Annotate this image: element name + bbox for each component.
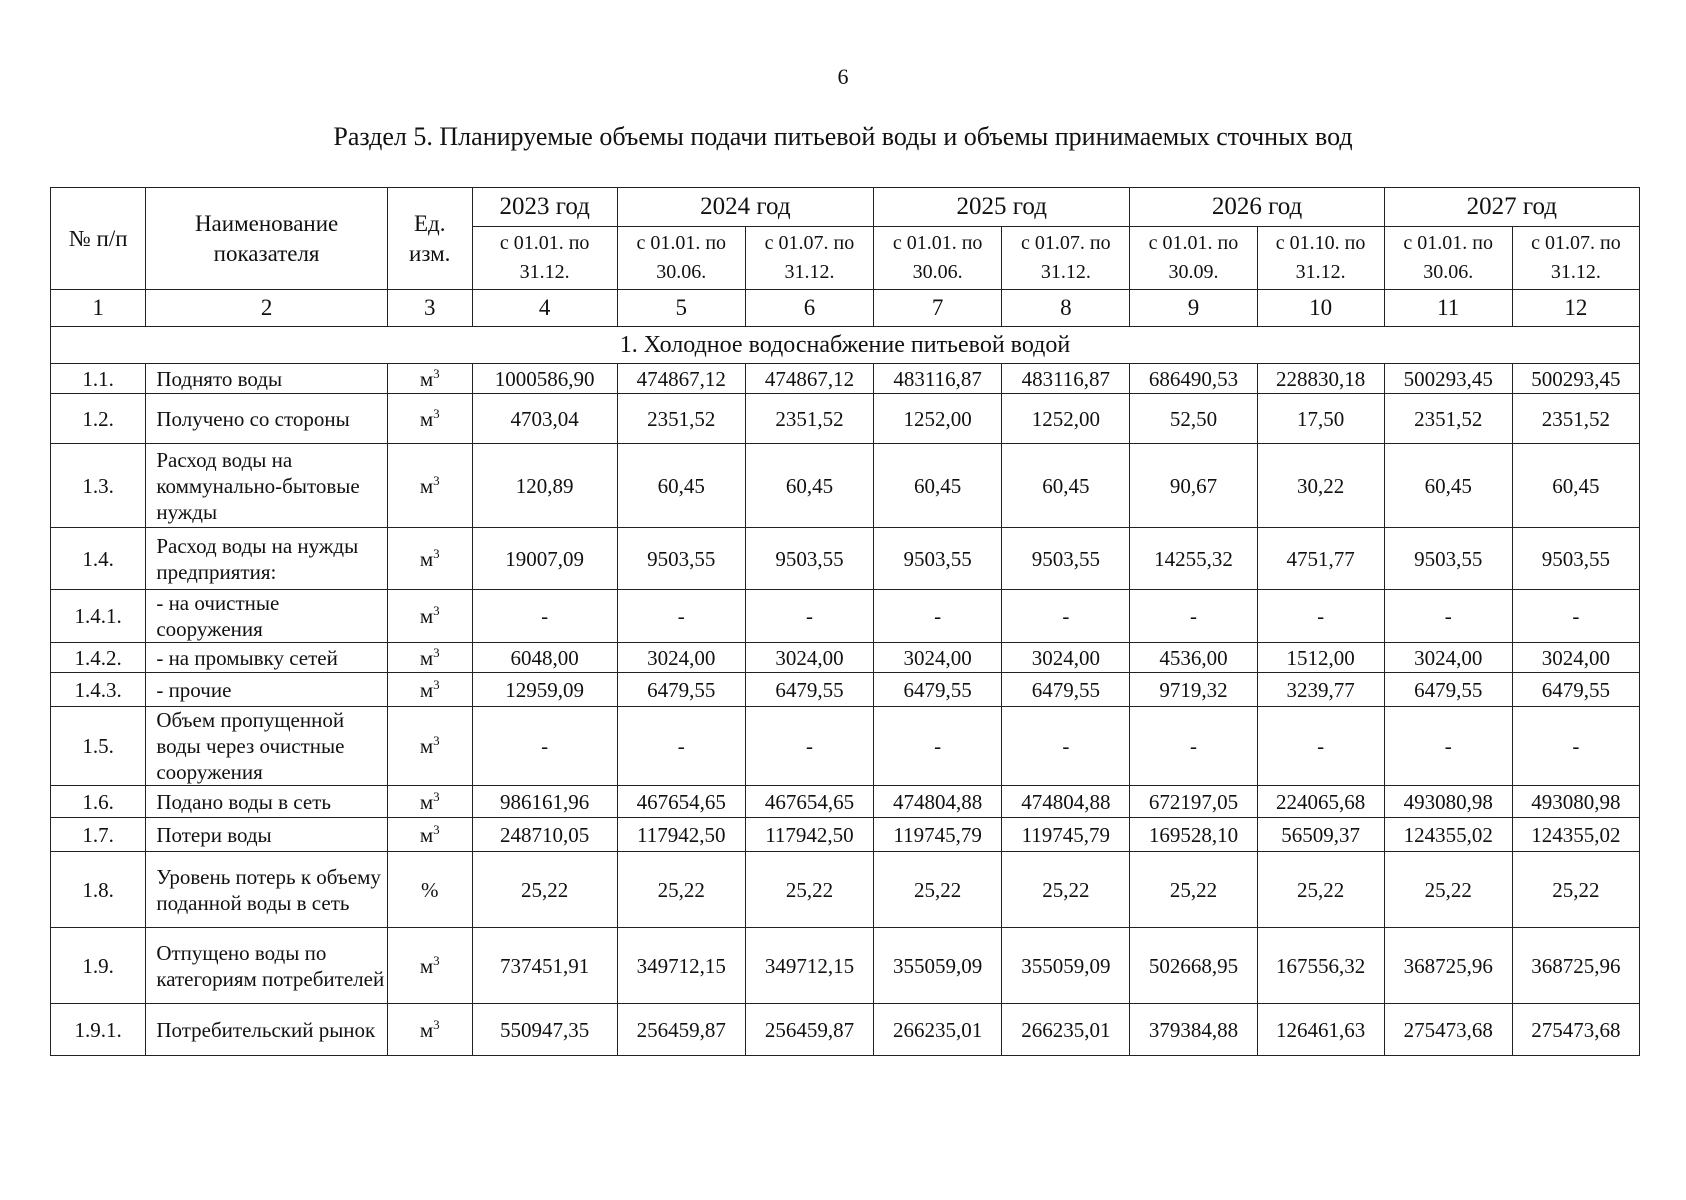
- row-value: 228830,18: [1257, 364, 1384, 394]
- header-period: с 01.01. по 30.09.: [1130, 227, 1257, 290]
- unit-base: м: [419, 546, 434, 571]
- row-number: 1.8.: [51, 852, 146, 928]
- unit-base: м: [419, 406, 434, 431]
- column-number: 7: [874, 290, 1002, 327]
- column-number: 1: [51, 290, 146, 327]
- row-value: 275473,68: [1512, 1004, 1639, 1056]
- row-value: 248710,05: [472, 818, 617, 852]
- row-value: 266235,01: [874, 1004, 1002, 1056]
- row-value: 467654,65: [617, 786, 745, 818]
- row-unit: [387, 364, 472, 394]
- row-unit: [387, 852, 472, 928]
- row-value: -: [1512, 590, 1639, 643]
- row-value: -: [874, 590, 1002, 643]
- unit-exponent: 3: [433, 821, 440, 837]
- water-volumes-table: [50, 187, 1640, 1056]
- row-value: 52,50: [1130, 394, 1257, 444]
- row-value: 25,22: [745, 852, 873, 928]
- row-value: 550947,35: [472, 1004, 617, 1056]
- header-year-2024: 2024 год: [617, 188, 873, 227]
- row-value: 25,22: [1257, 852, 1384, 928]
- row-value: 14255,32: [1130, 528, 1257, 590]
- unit-base: м: [419, 953, 434, 978]
- row-value: 368725,96: [1512, 928, 1639, 1004]
- row-value: 500293,45: [1384, 364, 1512, 394]
- column-number: 11: [1384, 290, 1512, 327]
- unit-exponent: 3: [433, 788, 440, 804]
- row-value: 483116,87: [874, 364, 1002, 394]
- unit-exponent: 3: [433, 365, 440, 381]
- row-value: 56509,37: [1257, 818, 1384, 852]
- row-value: 467654,65: [745, 786, 873, 818]
- row-value: 126461,63: [1257, 1004, 1384, 1056]
- row-number: 1.4.3.: [51, 673, 146, 707]
- row-value: 986161,96: [472, 786, 617, 818]
- row-value: 117942,50: [617, 818, 745, 852]
- row-value: 25,22: [472, 852, 617, 928]
- row-value: 25,22: [1384, 852, 1512, 928]
- row-unit: [387, 673, 472, 707]
- row-value: 12959,09: [472, 673, 617, 707]
- unit-base: м: [419, 604, 434, 628]
- row-value: 672197,05: [1130, 786, 1257, 818]
- row-value: 3024,00: [617, 643, 745, 673]
- table-row: [51, 1004, 1640, 1056]
- row-value: 9719,32: [1130, 673, 1257, 707]
- unit-exponent: 3: [433, 603, 440, 618]
- row-value: 4751,77: [1257, 528, 1384, 590]
- row-value: -: [874, 707, 1002, 786]
- row-value: -: [1130, 590, 1257, 643]
- table-row: [51, 590, 1640, 643]
- row-unit: [387, 528, 472, 590]
- row-value: 2351,52: [617, 394, 745, 444]
- table-row: [51, 643, 1640, 673]
- row-value: 3024,00: [1002, 643, 1130, 673]
- unit-base: м: [419, 1017, 434, 1042]
- row-value: -: [1002, 590, 1130, 643]
- row-value: 9503,55: [617, 528, 745, 590]
- row-value: 60,45: [617, 444, 745, 528]
- header-year-2023: 2023 год: [472, 188, 617, 227]
- row-indicator-name: Подано воды в сеть: [146, 786, 388, 818]
- row-value: 500293,45: [1512, 364, 1639, 394]
- unit-base: м: [419, 822, 434, 847]
- row-value: 224065,68: [1257, 786, 1384, 818]
- column-number: 4: [472, 290, 617, 327]
- header-year-2026: 2026 год: [1130, 188, 1384, 227]
- row-value: 266235,01: [1002, 1004, 1130, 1056]
- row-value: -: [1512, 707, 1639, 786]
- row-number: 1.4.2.: [51, 643, 146, 673]
- row-value: 19007,09: [472, 528, 617, 590]
- row-value: 3024,00: [1512, 643, 1639, 673]
- unit-exponent: 3: [433, 733, 440, 748]
- row-value: -: [1130, 707, 1257, 786]
- row-value: 60,45: [1002, 444, 1130, 528]
- row-value: 493080,98: [1512, 786, 1639, 818]
- row-unit: [387, 590, 472, 643]
- header-period: с 01.01. по 30.06.: [874, 227, 1002, 290]
- row-value: 3239,77: [1257, 673, 1384, 707]
- row-value: 9503,55: [1002, 528, 1130, 590]
- row-number: 1.6.: [51, 786, 146, 818]
- unit-base: м: [419, 366, 434, 391]
- row-indicator-name: Потери воды: [146, 818, 388, 852]
- unit-exponent: 3: [433, 405, 440, 421]
- row-value: 2351,52: [745, 394, 873, 444]
- row-value: 256459,87: [745, 1004, 873, 1056]
- row-value: 502668,95: [1130, 928, 1257, 1004]
- table-row: [51, 852, 1640, 928]
- row-value: 124355,02: [1512, 818, 1639, 852]
- row-value: 9503,55: [745, 528, 873, 590]
- page-number: 6: [837, 64, 849, 89]
- row-value: 9503,55: [1512, 528, 1639, 590]
- unit-base: м: [419, 789, 434, 814]
- column-number: 2: [146, 290, 388, 327]
- unit-exponent: 3: [433, 1016, 440, 1032]
- row-indicator-name: Отпущено воды по категориям потребителей: [146, 928, 388, 1004]
- row-number: 1.9.: [51, 928, 146, 1004]
- header-unit: Ед. изм.: [387, 188, 472, 290]
- row-indicator-name: Потребительский рынок: [146, 1004, 388, 1056]
- row-indicator-name: - на очистные сооружения: [146, 590, 388, 643]
- column-number: 6: [745, 290, 873, 327]
- row-value: -: [1384, 707, 1512, 786]
- row-value: 6479,55: [1512, 673, 1639, 707]
- column-number: 12: [1512, 290, 1639, 327]
- row-value: 368725,96: [1384, 928, 1512, 1004]
- header-period: с 01.01. по 30.06.: [617, 227, 745, 290]
- row-value: -: [1257, 707, 1384, 786]
- row-value: 4536,00: [1130, 643, 1257, 673]
- row-value: -: [472, 707, 617, 786]
- row-indicator-name: Уровень потерь к объему поданной воды в сеть: [146, 852, 388, 928]
- unit-exponent: 3: [433, 676, 440, 692]
- header-num: № п/п: [51, 188, 146, 290]
- row-value: 1252,00: [1002, 394, 1130, 444]
- column-number: 3: [387, 290, 472, 327]
- unit-exponent: 3: [433, 472, 440, 488]
- row-value: 60,45: [874, 444, 1002, 528]
- row-value: 6479,55: [745, 673, 873, 707]
- row-indicator-name: Расход воды на нужды предприятия:: [146, 528, 388, 590]
- unit-exponent: 3: [433, 952, 440, 968]
- row-value: -: [617, 707, 745, 786]
- row-indicator-name: Получено со стороны: [146, 394, 388, 444]
- unit-base: м: [419, 734, 434, 758]
- row-value: 90,67: [1130, 444, 1257, 528]
- row-value: 4703,04: [472, 394, 617, 444]
- row-value: -: [1384, 590, 1512, 643]
- row-number: 1.9.1.: [51, 1004, 146, 1056]
- table-row: [51, 818, 1640, 852]
- row-value: 474867,12: [745, 364, 873, 394]
- header-period: с 01.01. по 31.12.: [472, 227, 617, 290]
- row-value: 119745,79: [874, 818, 1002, 852]
- row-value: -: [1257, 590, 1384, 643]
- unit-base: м: [419, 473, 434, 498]
- row-unit: [387, 786, 472, 818]
- row-value: 1000586,90: [472, 364, 617, 394]
- section-heading: 1. Холодное водоснабжение питьевой водой: [51, 327, 1640, 364]
- row-value: -: [1002, 707, 1130, 786]
- row-number: 1.7.: [51, 818, 146, 852]
- unit-base: %: [420, 877, 439, 902]
- row-unit: [387, 707, 472, 786]
- row-number: 1.3.: [51, 444, 146, 528]
- table-row: [51, 673, 1640, 707]
- row-number: 1.4.: [51, 528, 146, 590]
- table-row: [51, 928, 1640, 1004]
- row-value: 6479,55: [617, 673, 745, 707]
- row-value: 686490,53: [1130, 364, 1257, 394]
- row-value: 25,22: [1512, 852, 1639, 928]
- row-value: 117942,50: [745, 818, 873, 852]
- row-value: 349712,15: [745, 928, 873, 1004]
- row-value: 349712,15: [617, 928, 745, 1004]
- row-value: 275473,68: [1384, 1004, 1512, 1056]
- row-indicator-name: Поднято воды: [146, 364, 388, 394]
- row-value: 167556,32: [1257, 928, 1384, 1004]
- unit-base: м: [419, 645, 434, 670]
- row-value: -: [617, 590, 745, 643]
- header-name: Наименование показателя: [146, 188, 388, 290]
- row-unit: [387, 1004, 472, 1056]
- column-number: 5: [617, 290, 745, 327]
- unit-exponent: 3: [433, 545, 440, 561]
- row-value: 474867,12: [617, 364, 745, 394]
- header-year-2027: 2027 год: [1384, 188, 1639, 227]
- header-period: с 01.07. по 31.12.: [1512, 227, 1639, 290]
- header-period: с 01.01. по 30.06.: [1384, 227, 1512, 290]
- row-value: 120,89: [472, 444, 617, 528]
- column-number: 8: [1002, 290, 1130, 327]
- row-value: 737451,91: [472, 928, 617, 1004]
- unit-exponent: 3: [433, 644, 440, 660]
- row-value: 3024,00: [745, 643, 873, 673]
- row-value: 25,22: [1002, 852, 1130, 928]
- row-indicator-name: Объем пропущенной воды через очистные сооружения: [146, 707, 388, 786]
- table-row: [51, 364, 1640, 394]
- row-number: 1.2.: [51, 394, 146, 444]
- row-value: 169528,10: [1130, 818, 1257, 852]
- row-value: 60,45: [1512, 444, 1639, 528]
- row-value: 3024,00: [1384, 643, 1512, 673]
- table-row: [51, 444, 1640, 528]
- column-number: 9: [1130, 290, 1257, 327]
- row-value: 483116,87: [1002, 364, 1130, 394]
- row-value: 25,22: [1130, 852, 1257, 928]
- row-value: 30,22: [1257, 444, 1384, 528]
- row-value: 25,22: [874, 852, 1002, 928]
- table-row: [51, 394, 1640, 444]
- row-value: 355059,09: [874, 928, 1002, 1004]
- section-title: Раздел 5. Планируемые объемы подачи питьевой воды и объемы принимаемых сточных вод: [333, 122, 1353, 151]
- table-row: [51, 786, 1640, 818]
- row-value: 2351,52: [1512, 394, 1639, 444]
- header-period: с 01.10. по 31.12.: [1257, 227, 1384, 290]
- row-unit: [387, 444, 472, 528]
- row-unit: [387, 818, 472, 852]
- row-value: 6048,00: [472, 643, 617, 673]
- row-value: 60,45: [745, 444, 873, 528]
- row-value: 1512,00: [1257, 643, 1384, 673]
- table-row: [51, 707, 1640, 786]
- row-unit: [387, 394, 472, 444]
- unit-base: м: [419, 677, 434, 702]
- row-value: 355059,09: [1002, 928, 1130, 1004]
- row-value: 3024,00: [874, 643, 1002, 673]
- row-indicator-name: - на промывку сетей: [146, 643, 388, 673]
- row-value: 256459,87: [617, 1004, 745, 1056]
- column-number: 10: [1257, 290, 1384, 327]
- row-value: 6479,55: [874, 673, 1002, 707]
- header-period: с 01.07. по 31.12.: [745, 227, 873, 290]
- row-indicator-name: - прочие: [146, 673, 388, 707]
- row-unit: [387, 928, 472, 1004]
- row-value: 9503,55: [1384, 528, 1512, 590]
- row-value: -: [745, 707, 873, 786]
- row-value: -: [472, 590, 617, 643]
- row-value: 6479,55: [1002, 673, 1130, 707]
- row-value: 474804,88: [874, 786, 1002, 818]
- row-value: 9503,55: [874, 528, 1002, 590]
- row-value: 474804,88: [1002, 786, 1130, 818]
- row-number: 1.1.: [51, 364, 146, 394]
- table-row: [51, 528, 1640, 590]
- row-indicator-name: Расход воды на коммунально-бытовые нужды: [146, 444, 388, 528]
- row-value: 25,22: [617, 852, 745, 928]
- row-unit: [387, 643, 472, 673]
- row-value: 493080,98: [1384, 786, 1512, 818]
- row-number: 1.4.1.: [51, 590, 146, 643]
- header-period: с 01.07. по 31.12.: [1002, 227, 1130, 290]
- row-value: 2351,52: [1384, 394, 1512, 444]
- row-value: 124355,02: [1384, 818, 1512, 852]
- row-value: 119745,79: [1002, 818, 1130, 852]
- row-number: 1.5.: [51, 707, 146, 786]
- row-value: 17,50: [1257, 394, 1384, 444]
- row-value: 6479,55: [1384, 673, 1512, 707]
- header-year-2025: 2025 год: [874, 188, 1130, 227]
- row-value: 60,45: [1384, 444, 1512, 528]
- row-value: 1252,00: [874, 394, 1002, 444]
- row-value: -: [745, 590, 873, 643]
- row-value: 379384,88: [1130, 1004, 1257, 1056]
